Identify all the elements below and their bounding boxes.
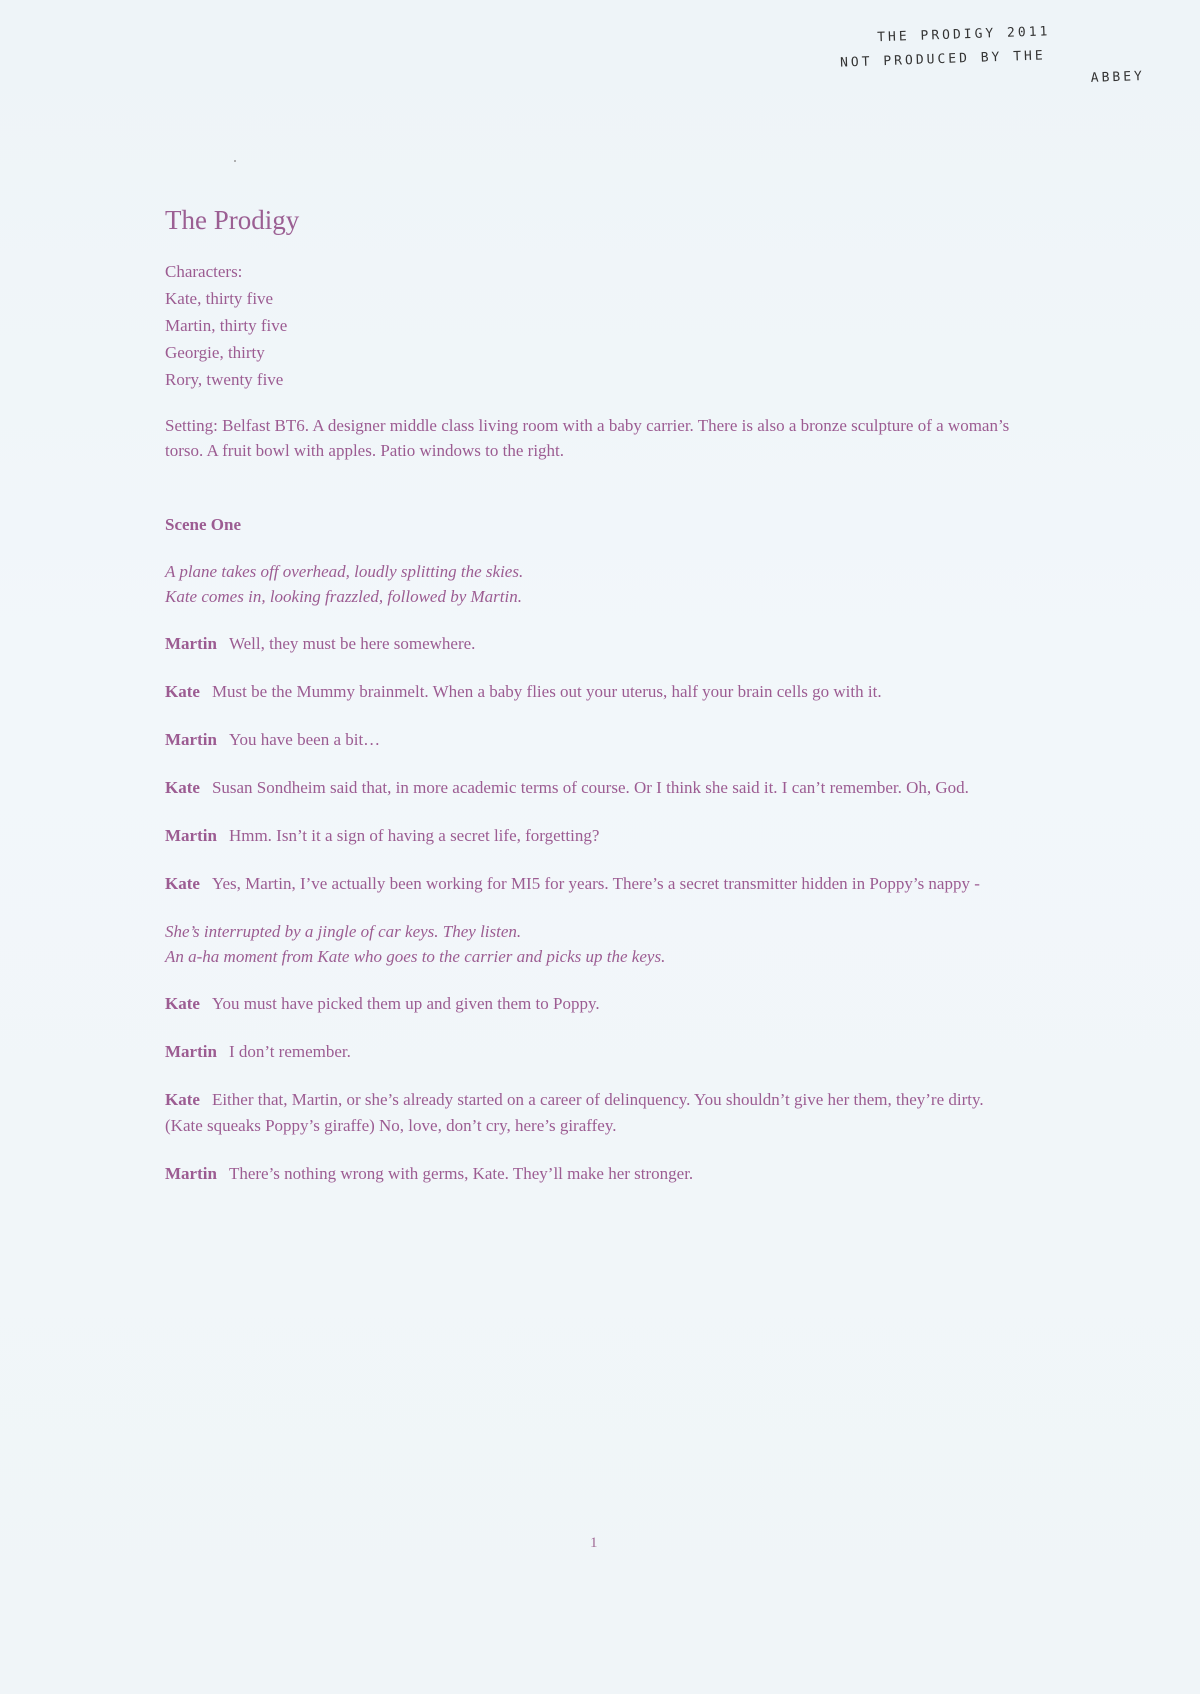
- speaker-name: Martin: [165, 826, 217, 845]
- script-body: [165, 559, 1015, 1187]
- dialogue-text: Hmm. Isn’t it a sign of having a secret life, forgetting?: [228, 826, 600, 845]
- dialogue-text: Must be the Mummy brainmelt. When a baby flies out your uterus, half your brain cells go with it.: [211, 682, 882, 701]
- dialogue-text: Susan Sondheim said that, in more academic terms of course. Or I think she said it. I can’t remember. Oh, God.: [211, 778, 969, 797]
- script-content: [165, 205, 1015, 1209]
- handwritten-note: [839, 16, 1161, 99]
- handwritten-note-line: ABBEY: [1090, 68, 1146, 86]
- speaker-name: Kate: [165, 1090, 200, 1109]
- scene-heading: Scene One: [165, 515, 242, 534]
- dialogue-line: [165, 1087, 1015, 1139]
- speaker-name: Kate: [165, 682, 200, 701]
- dialogue-line: [165, 823, 1015, 849]
- speaker-name: Kate: [165, 778, 200, 797]
- play-title: The Prodigy: [165, 205, 300, 235]
- stage-direction-line: She’s interrupted by a jingle of car keys. They listen.: [165, 922, 522, 941]
- dialogue-text: I don’t remember.: [228, 1042, 351, 1061]
- dialogue-line: [165, 727, 1015, 753]
- page-number: 1: [590, 1535, 598, 1551]
- dialogue-text: Either that, Martin, or she’s already started on a career of delinquency. You shouldn’t give her them, they’re dirty. (Kate squeaks Poppy’s giraffe) No, love, don’t cry, here’s giraffey.: [165, 1090, 984, 1135]
- dialogue-line: [165, 631, 1015, 657]
- dialogue-line: [165, 775, 1015, 801]
- paper-speck: [234, 160, 236, 162]
- dialogue-text: You must have picked them up and given them to Poppy.: [211, 994, 600, 1013]
- stage-direction-line: A plane takes off overhead, loudly splitting the skies.: [165, 562, 524, 581]
- handwritten-note-line: NOT PRODUCED BY THE: [839, 48, 1046, 71]
- speaker-name: Martin: [165, 1164, 217, 1183]
- dialogue-text: Well, they must be here somewhere.: [228, 634, 476, 653]
- dialogue-text: There’s nothing wrong with germs, Kate. They’ll make her stronger.: [228, 1164, 694, 1183]
- handwritten-note-line: THE PRODIGY 2011: [876, 24, 1051, 46]
- speaker-name: Martin: [165, 730, 217, 749]
- stage-direction-line: An a-ha moment from Kate who goes to the carrier and picks up the keys.: [165, 947, 666, 966]
- dialogue-line: [165, 991, 1015, 1017]
- setting-description: Setting: Belfast BT6. A designer middle class living room with a baby carrier. There is also a bronze sculpture of a woman’s torso. A fruit bowl with apples. Patio windows to the right.: [165, 416, 1010, 460]
- dialogue-line: [165, 679, 1015, 705]
- characters-block: [165, 258, 1015, 393]
- speaker-name: Kate: [165, 874, 200, 893]
- dialogue-text: Yes, Martin, I’ve actually been working for MI5 for years. There’s a secret transmitter hidden in Poppy’s nappy -: [211, 874, 980, 893]
- character-entry: Rory, twenty five: [165, 370, 284, 389]
- speaker-name: Martin: [165, 634, 217, 653]
- speaker-name: Kate: [165, 994, 200, 1013]
- stage-direction-line: Kate comes in, looking frazzled, followed by Martin.: [165, 587, 522, 606]
- character-entry: Martin, thirty five: [165, 316, 288, 335]
- character-entry: Georgie, thirty: [165, 343, 265, 362]
- stage-direction: [165, 919, 1015, 969]
- dialogue-line: [165, 871, 1015, 897]
- dialogue-text: You have been a bit…: [228, 730, 381, 749]
- dialogue-line: [165, 1161, 1015, 1187]
- dialogue-line: [165, 1039, 1015, 1065]
- speaker-name: Martin: [165, 1042, 217, 1061]
- characters-heading: Characters:: [165, 262, 243, 281]
- stage-direction: [165, 559, 1015, 609]
- character-entry: Kate, thirty five: [165, 289, 274, 308]
